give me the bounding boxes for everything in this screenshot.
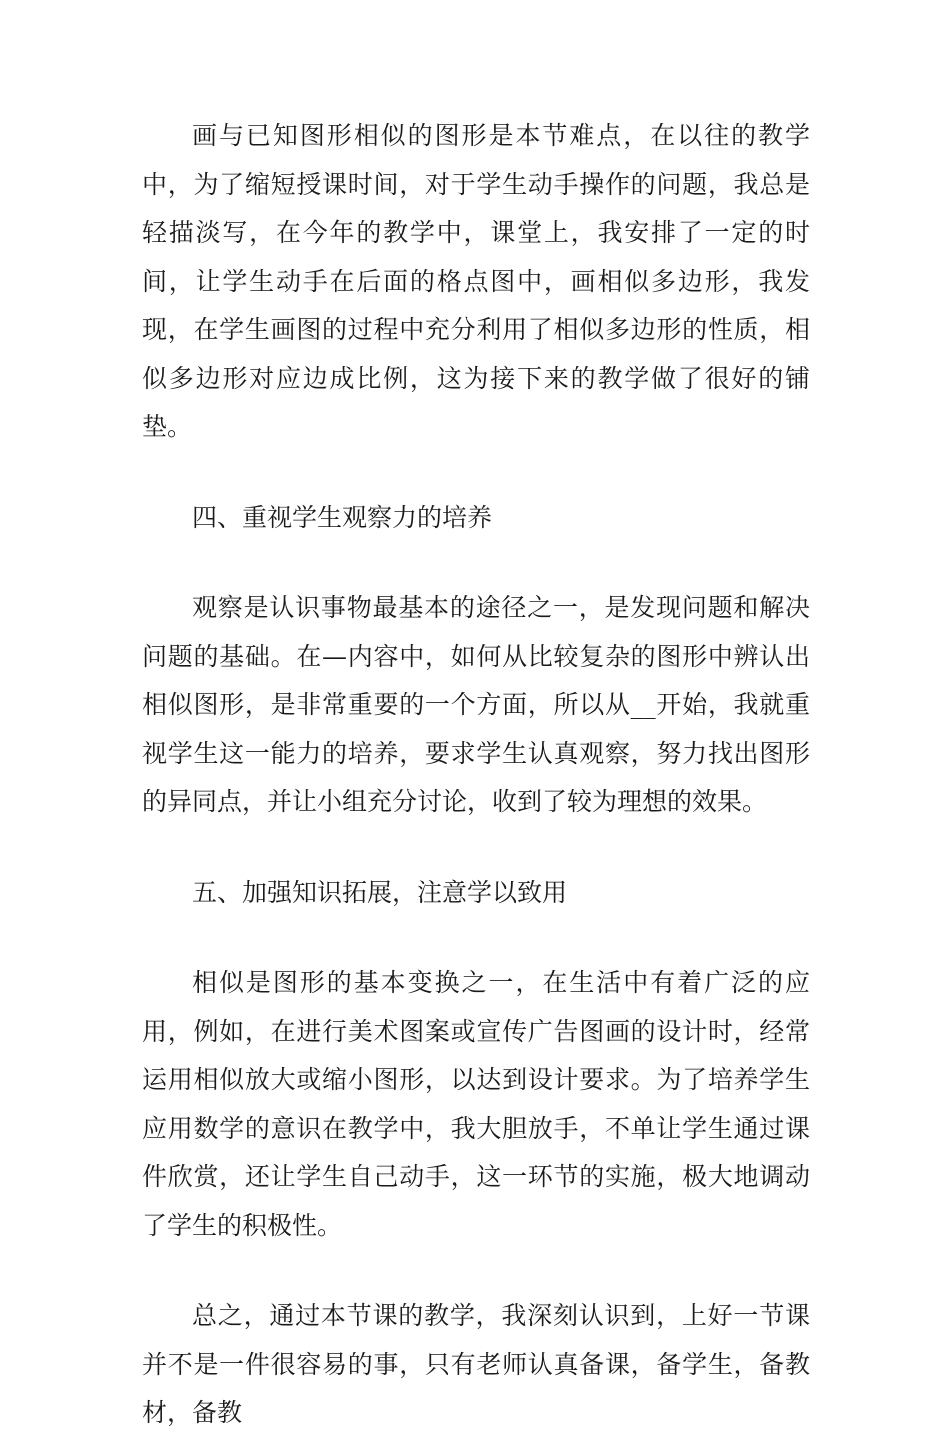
- section-heading-application: 五、加强知识拓展，注意学以致用: [192, 877, 568, 907]
- document-page: [142, 112, 810, 1438]
- section-heading-observation: 四、重视学生观察力的培养: [192, 502, 493, 532]
- paragraph-gap: [142, 917, 810, 959]
- paragraph-gap: [142, 542, 810, 584]
- paragraph-conclusion: 总之，通过本节课的教学，我深刻认识到，上好一节课并不是一件很容易的事，只有老师认真备课，备学生，备教材，备教: [142, 1301, 810, 1427]
- paragraph-application: 相似是图形的基本变换之一，在生活中有着广泛的应用，例如，在进行美术图案或宣传广告图画的设计时，经常运用相似放大或缩小图形，以达到设计要求。为了培养学生应用数学的意识在教学中，我大胆放手，不单让学生通过课件欣赏，还让学生自己动手，这一环节的实施，极大地调动了学生的积极性。: [142, 968, 810, 1240]
- paragraph-similar-figures: 画与已知图形相似的图形是本节难点，在以往的教学中，为了缩短授课时间，对于学生动手操作的问题，我总是轻描淡写，在今年的教学中，课堂上，我安排了一定的时间，让学生动手在后面的格点图中，画相似多边形，我发现，在学生画图的过程中充分利用了相似多边形的性质，相似多边形对应边成比例，这为接下来的教学做了很好的铺垫。: [142, 121, 810, 441]
- paragraph-gap: [142, 827, 810, 869]
- paragraph-gap: [142, 1250, 810, 1292]
- paragraph-observation: 观察是认识事物最基本的途径之一，是发现问题和解决问题的基础。在—内容中，如何从比较复杂的图形中辨认出相似图形，是非常重要的一个方面，所以从__开始，我就重视学生这一能力的培养，要求学生认真观察，努力找出图形的异同点，并让小组充分讨论，收到了较为理想的效果。: [142, 593, 810, 816]
- paragraph-gap: [142, 452, 810, 494]
